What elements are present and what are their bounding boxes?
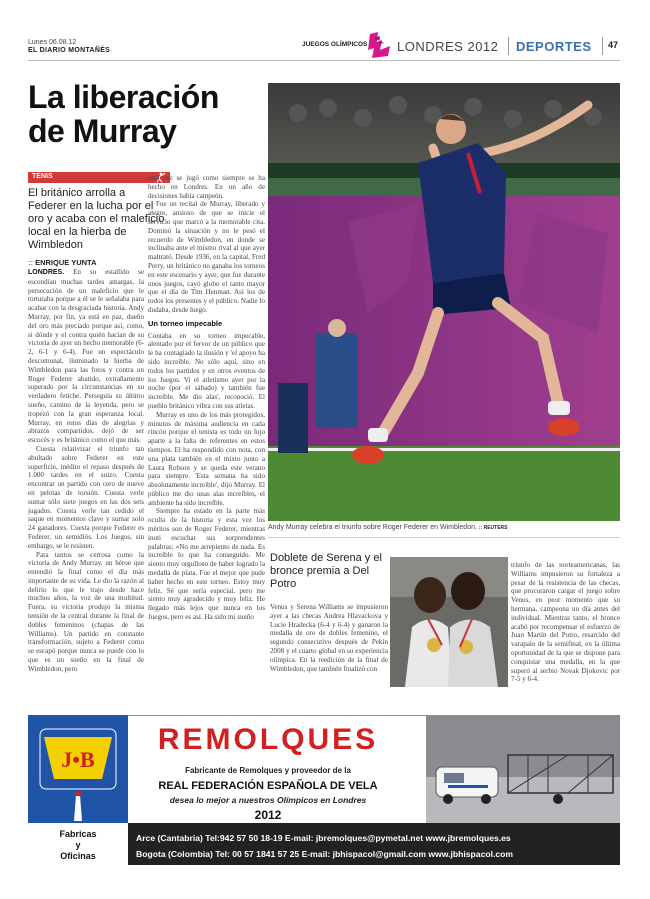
article-column-1 <box>28 268 144 708</box>
date-line: Lunes 06.08.12 <box>28 39 77 46</box>
subheadline: El británico arrolla a Federer en la lucha por el oro y acaba con el maleficio local en la hierba de Wimbledon <box>28 187 165 251</box>
photo-caption: Andy Murray celebra el triunfo sobre Roger Federer en Wimbledon. :: REUTERS <box>268 524 508 531</box>
headline-line-2: de Murray <box>28 113 177 149</box>
sidebar-column-1: Venus y Serena Williams se impusieron ayer a las checas Andrea Hlavackova y Lucie Hradecka (6-4 y 6-4) y ganaron la medalla de oro de dobles femenino, el segundo consecutivo después de Pekín 2008 y el cuarto global en su experiencia olímpica. En la reedición de la final de Wimbledon, que también finalizó con <box>270 603 388 673</box>
paragraph: Contaba en su torneo impecable, alentado por el fervor de un público que le ha contagiado la ilusión y 'el apoyo ha sido increíble. No sólo aquí, sino en todos los partidos y en otros eventos de los Juegos. Vi el atletismo ayer por la noche (por el sábado) y también fue increíble. Me dio alas', reconoció. El pueblo británico vibra con sus atletas. <box>148 331 265 410</box>
ad-left-label-2: y <box>75 840 81 850</box>
paragraph: Fue un recital de Murray, liberado y alegre, ansioso de que se inicie el servicio que marcó a la memorable cita. Dominó la situación y no le pesó el recuerdo de Wimbledon, en donde se inclinaba ante el mismo rival al que ayer maltrató. Desde 1936, en la capital, Fred Perry, un británico no ganaba los torneos en este escenario y ayer, que fue durante unos juegos, cayó globo el tanto mayor que el día de Tim Henman. Así los de todos los presentes y el público. Nadie lo dudaba, desde luego. <box>148 200 265 314</box>
newspaper-name: EL DIARIO MONTAÑÉS <box>28 47 111 54</box>
header-divider <box>508 37 509 55</box>
paragraph: Cuesta relativizar el triunfo tan abultado sobre Federer en este superficie, inédito el repaso después de 1.000 tardes en el suizo. Cuesta encontrar un partido con cero de nueve en pelotas de torsión. Cuesta verle sumar sólo siete juegos en las dos sets jugados. Cuesta verle tan cedido el saque en momentos clave y sumar solo 24 ganadores. Cuesta porque Federer es Federer, un semidiós. Los Juegos, sin embargo, se le resisten. <box>28 444 144 550</box>
header-divider <box>602 37 603 55</box>
jb-remolques-advertisement <box>28 715 620 865</box>
paragraph: Murray es uno de los más protegidos, minutos de máxima audiencia en cada rincón porque el tenista es todo un lujo aparte a la falta de referentes en estos tiempos. El ha respondido con nota, con una plata también en el mixto junto a Laura Robson y se queda este verano para siempre. 'Esta semana ha sido absolutamente increíble', dijo Murray. El público me dio unas alas increíbles, el ambiente ha sido increíble. <box>148 410 265 507</box>
williams-sisters-photo <box>390 557 508 687</box>
london-2012-logo-icon <box>368 32 392 58</box>
byline: :: ENRIQUE YUNTA <box>28 258 97 267</box>
lead-city: LONDRES. <box>28 269 65 276</box>
article-column-2 <box>148 174 265 708</box>
ad-line-2: REAL FEDERACIÓN ESPAÑOLA DE VELA <box>158 780 378 792</box>
caption-rule <box>268 537 620 538</box>
olympic-games-label: JUEGOS OLÍMPICOS <box>302 41 368 48</box>
ad-logo-small: JB <box>74 811 82 817</box>
murray-celebration-photo <box>268 83 620 521</box>
paragraph: esta vez se jugó como siempre se ha hecho en Londres. En un año de decisiones había campeón. <box>148 174 265 200</box>
header-rule <box>28 60 620 61</box>
intertitle: Un torneo impecable <box>148 318 223 328</box>
paragraph: En su estallido se escondían muchas tardes amargas, la persecución de un maleficio que le torturaba porque a él se le señalaba para acabar con la desgraciada historia. Andy Murray, por fin, ya está en paz, dueño del oro más preciado porque así, como, si dónde y el contra quién hacían de su victoria de ayer un hecho memorable (6-2, 6-1 y 6-4). Fue un espectáculo descomunal, iluminado la hierba de Wimbledon para las fotos y contra un Roger Federer abatido, extrañamente superado por la circunstancias en su verdadero fetiche. Perseguía su último sueño, camino de la leyenda, pero se tropezó con la gran esperanza local. Murray, en estos días de alegrías y abrazos compartidos, dejó de ser escocés y es británico como el que más. <box>28 268 144 445</box>
sidebar-headline: Doblete de Serena y el bronce premia a Del Potro <box>270 552 382 590</box>
paragraph: Siempre ha estado en la parte más oculta de la historia y esta vez los méritos son de Roger Federer, mientras inuti escuchar sus sorprendentes palabras: «No me arrepiento de nada. Es increíble lo que ha conseguido. Me siento muy orgulloso de haber logrado la medalla de plata. Fue el mejor que pude haber hecho en este torneo. Estoy muy feliz. Sé que sería especial, pero me siento muy agradecido y muy feliz. He llegado más lejos que nunca en los Juegos, pero es así. Ha sido mi sueño <box>148 507 265 622</box>
ad-logo-text: J•B <box>61 747 95 772</box>
paragraph: Para tantos se cerrosa como la victoria de Andy Murray, un héroe que entendió la final como el día más importante de su vida. Le dio la razón al delirio lo que le trajo desde hace muchos años, la voz de una multitud. Fuera, su victoria produjo la misma tensión de la central durante la final de dobles femeninos (chapas de las Williams). Un partido en constante transformación, sujeto a Federer como se escapó porque nunca se puede con lo que es un sueño en la final de Wimbledon, pero <box>28 550 144 673</box>
sidebar-column-2: triunfo de las norteamericanas, las Williams impusieron su fortaleza a pesar de la resistencia de las checas, que procuraron cargar el juego sobre Venus, en peor momento que su hermana, campeona un día antes del individual. Mientras tanto, el bronce acabó por recompensar el esfuerzo de Juan Martín del Potro, resarcido del varapalo de la semifinal, en la última oportunidad de la que se dispone para conquistar una medalla, en la que superó al serbio Novak Djokovic por 7-5 y 6-4. <box>511 561 620 684</box>
ad-brand: REMOLQUES <box>157 723 379 756</box>
ad-line-3: desea lo mejor a nuestros Olímpicos en Londres <box>169 795 367 805</box>
headline <box>28 80 263 148</box>
ad-left-label-3: Oficinas <box>60 851 96 861</box>
section-name: DEPORTES <box>516 39 592 54</box>
ad-contact-row-2: Bogota (Colombia) Tel: 00 57 1841 57 25 E-mail: jbhispacol@gmail.com www.jbhispacol.com <box>136 849 514 859</box>
ad-contact-row-1: Arce (Cantabria) Tel:942 57 50 18-19 E-mail: jbremolques@pymetal.net www.jbremolques.es <box>136 833 511 843</box>
ad-year: 2012 <box>254 808 282 822</box>
page-number: 47 <box>608 40 619 50</box>
host-city: LONDRES 2012 <box>397 39 499 54</box>
kicker-label: TENIS <box>32 173 53 180</box>
headline-line-1: La liberación <box>28 79 219 115</box>
ad-line-1: Fabricante de Remolques y proveedor de la <box>185 766 351 775</box>
ad-left-label-1: Fabricas <box>59 829 97 839</box>
